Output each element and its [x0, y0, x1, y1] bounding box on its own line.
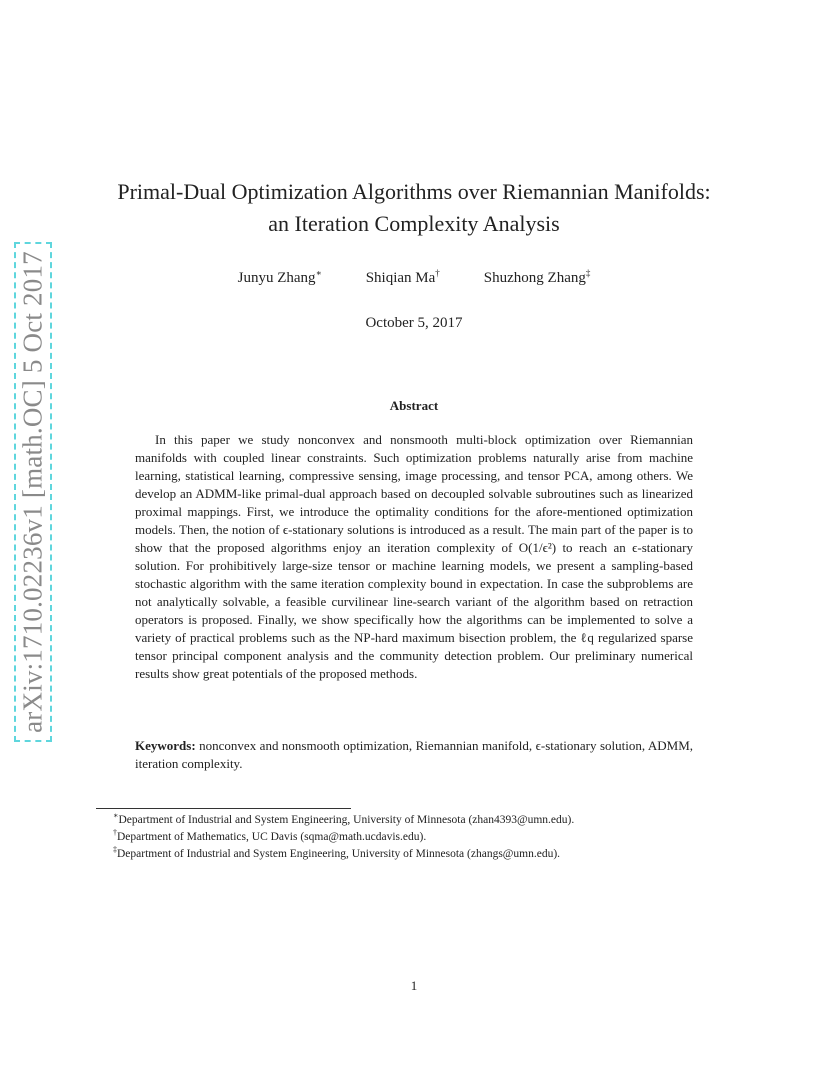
footnotes	[113, 812, 753, 863]
author-2	[366, 270, 440, 287]
footnote-2	[113, 829, 753, 846]
footnote-mark: ‡	[113, 845, 117, 855]
arxiv-identifier: arXiv:1710.02236v1 [math.OC] 5 Oct 2017	[17, 251, 48, 733]
abstract-text: In this paper we study nonconvex and nonsmooth multi-block optimization over Riemannian manifolds with coupled linear constraints. Such optimization problems naturally arise from machine learning, statistical learning, compressive sensing, image processing, and tensor PCA, among others. We develop an ADMM-like primal-dual approach based on decoupled solvable subroutines such as linearized proximal mappings. First, we introduce the optimality conditions for the afore-mentioned optimization models. Then, the notion of ϵ-stationary solutions is introduced as a result. The main part of the paper is to show that the proposed algorithms enjoy an iteration complexity of O(1/ϵ²) to reach an ϵ-stationary solution. For prohibitively large-size tensor or machine learning models, we present a sampling-based stochastic algorithm with the same iteration complexity bound in expectation. In case the subproblems are not analytically solvable, a feasible curvilinear line-search variant of the algorithm based on retraction operators is proposed. Finally, we show specifically how the algorithms can be implemented to solve a variety of practical problems such as the NP-hard maximum bisection problem, the ℓq regularized sparse tensor principal component analysis and the community detection problem. Our preliminary numerical results show great potentials of the proposed methods.	[135, 432, 693, 681]
footnote-mark: ∗	[113, 811, 119, 821]
title-line-1: Primal-Dual Optimization Algorithms over Riemannian Manifolds:	[117, 179, 711, 204]
page-number: 1	[410, 978, 418, 993]
footnote-1	[113, 812, 753, 829]
author-3	[484, 270, 591, 287]
paper-title	[60, 176, 768, 240]
author-mark: ∗	[315, 268, 322, 278]
title-line-2: an Iteration Complexity Analysis	[268, 211, 560, 236]
footnote-3	[113, 846, 753, 863]
footnote-text: Department of Mathematics, UC Davis (sqma@math.ucdavis.edu).	[117, 831, 427, 843]
footnote-text: Department of Industrial and System Engineering, University of Minnesota (zhan4393@umn.edu).	[118, 814, 575, 826]
author-mark: ‡	[585, 268, 591, 278]
keywords-label: Keywords:	[135, 738, 196, 753]
author-name: Shuzhong Zhang	[483, 270, 586, 286]
author-name: Shiqian Ma	[365, 270, 436, 286]
author-1	[238, 270, 322, 287]
abstract-heading: Abstract	[389, 398, 439, 413]
author-list	[0, 270, 828, 287]
publication-date: October 5, 2017	[365, 315, 463, 331]
footnote-mark: †	[113, 828, 117, 838]
author-mark: †	[435, 268, 440, 278]
footnote-divider	[96, 808, 351, 809]
keywords-text: nonconvex and nonsmooth optimization, Riemannian manifold, ϵ-stationary solution, ADMM, iteration complexity.	[135, 738, 693, 771]
keywords	[135, 737, 693, 773]
footnote-text: Department of Industrial and System Engineering, University of Minnesota (zhangs@umn.edu).	[117, 848, 561, 860]
author-name: Junyu Zhang	[237, 270, 316, 286]
